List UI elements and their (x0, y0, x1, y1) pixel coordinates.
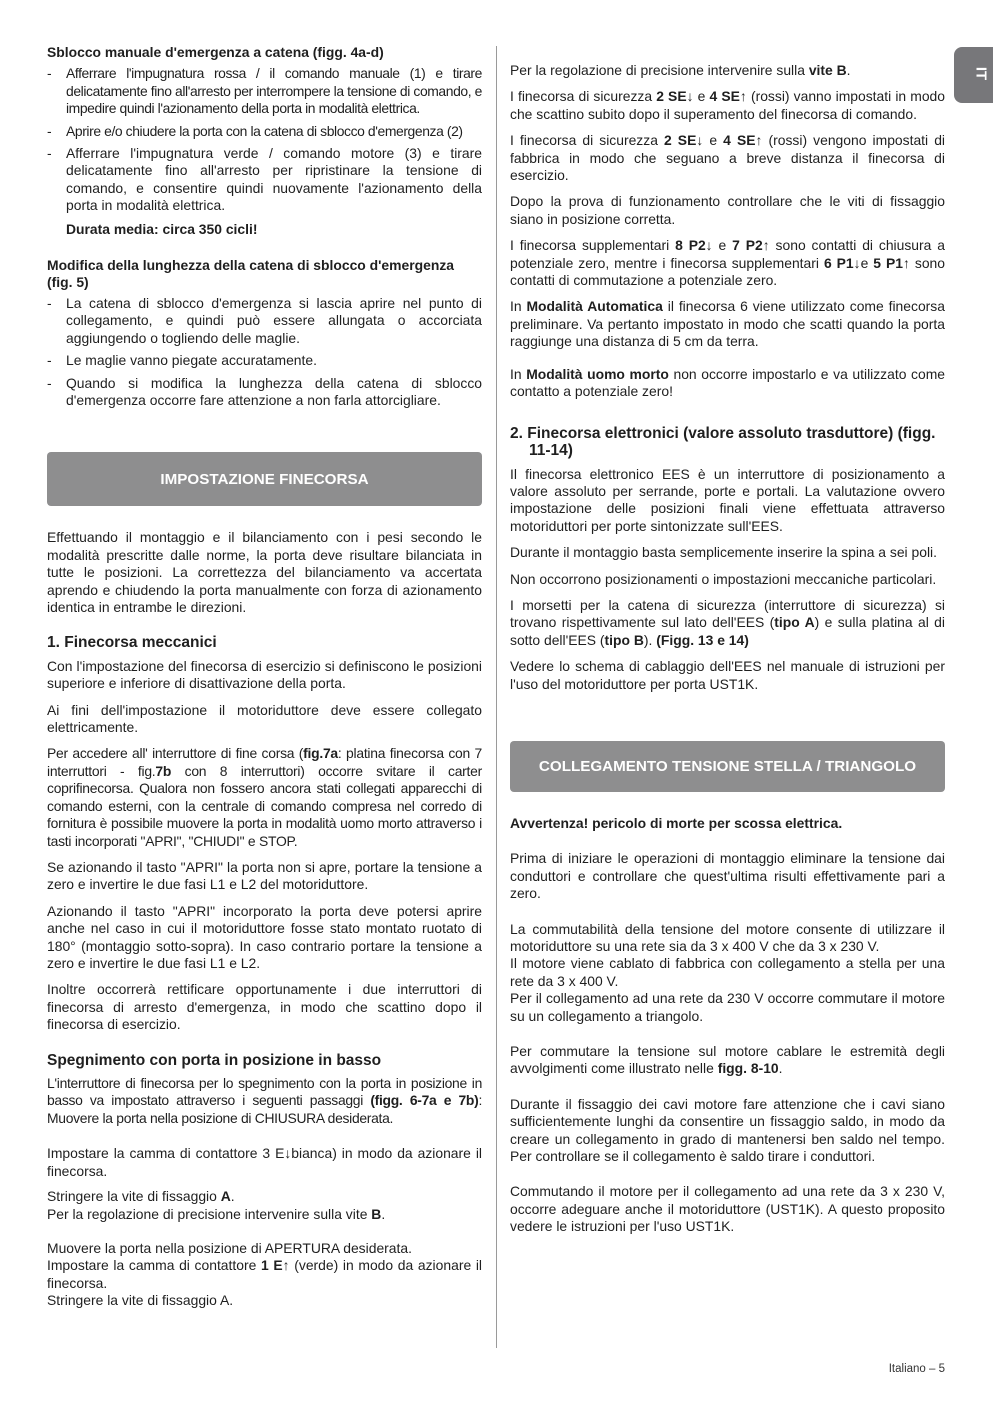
list-item: - Afferrare l'impugnatura verde / comando motore (3) e tirare delicatamente fino all'arresto per ripristinare la tensione di comando, e consentire quindi nuovamente l'azionamento della porta in modalità elettrica. (47, 145, 482, 215)
paragraph: Commutando il motore per il collegamento ad una rete da 3 x 230 V, occorre adeguare anche il motoriduttore (UST1K). A questo proposito vedere le istruzioni per l'uso UST1K. (510, 1183, 945, 1235)
list-item: - Afferrare l'impugnatura rossa / il comando manuale (1) e tirare delicatamente fino all'arresto per interrompere la tensione di comando, e impedire quindi l'azionamento della porta in modalità elettrica. (47, 65, 482, 117)
paragraph: Non occorrono posizionamenti o impostazioni meccaniche particolari. (510, 570, 937, 587)
heading-mechanical-limit: 1. Finecorsa meccanici (47, 634, 217, 652)
paragraph: Azionando il tasto "APRI" incorporato la porta deve potersi aprire anche nel caso in cui il motoriduttore fosse stato montato ruotato di 180° (montaggio sotto-sopra). In caso contrario portare la tensione a zero e invertire le due fasi L1 e L2. (47, 902, 482, 971)
list-item: - Quando si modifica la lunghezza della catena di sblocco d'emergenza occorre fare attenzione a non farla attorcigliare. (47, 375, 482, 410)
paragraph: Durante il montaggio basta semplicemente inserire la spina a sei poli. (510, 544, 937, 561)
heading-electronic-limit: 2. Finecorsa elettronici (valore assoluto trasduttore) (figg. 11-14) (510, 424, 936, 459)
paragraph: Vedere lo schema di cablaggio dell'EES nel manuale di istruzioni per l'uso del motoriduttore per porta UST1K. (510, 658, 945, 692)
paragraph: Stringere la vite di fissaggio A. (47, 1188, 235, 1205)
section-title-chain-length: Modifica della lunghezza della catena di sblocco d'emergenza (fig. 5) (47, 257, 455, 291)
section-title-chain-release: Sblocco manuale d'emergenza a catena (figg. 4a-d) (47, 44, 384, 60)
section-banner-limit-switch: IMPOSTAZIONE FINECORSA (47, 452, 482, 506)
paragraph: In Modalità Automatica il finecorsa 6 viene utilizzato come finecorsa preliminare. Va pertanto impostato in modo che scatti quando la porta raggiunge una distanza di 5 cm da terra. (510, 298, 945, 350)
electrical-warning: Avvertenza! pericolo di morte per scossa elettrica. (510, 814, 843, 831)
paragraph: Impostare la camma di contattore 1 E↑ (verde) in modo da azionare il finecorsa. (47, 1257, 483, 1291)
paragraph: Prima di iniziare le operazioni di montaggio eliminare la tensione dai conduttori e controllare che quest'ultima risulti effettivamente pari a zero. (510, 850, 945, 902)
heading-lower-position: Spegnimento con porta in posizione in basso (47, 1051, 382, 1069)
intro-paragraph: Effettuando il montaggio e il bilanciamento con i pesi secondo le modalità prescritte dalle norme, la porta deve risultare bilanciata in tutte le posizioni. La correttezza del bilanciamento va accertata aprendo e chiudendo la porta manualmente con forza di azionamento identica in entrambe le direzioni. (47, 529, 482, 615)
paragraph: Inoltre occorrerà rettificare opportunamente i due interruttori di finecorsa di arresto d'emergenza, in modo che scattino dopo il finecorsa di esercizio. (47, 981, 482, 1033)
paragraph: La commutabilità della tensione del motore consente di utilizzare il motoriduttore su una rete sia da 3 x 400 V che da 3 x 230 V. (510, 920, 945, 954)
page-footer: Italiano – 5 (888, 1363, 945, 1375)
chain-release-steps (47, 65, 482, 214)
paragraph: Muovere la porta nella posizione di APERTURA desiderata. (47, 1239, 412, 1256)
left-column (47, 44, 482, 1319)
paragraph: Ai fini dell'impostazione il motoriduttore deve essere collegato elettricamente. (47, 701, 482, 736)
section-banner-star-delta: COLLEGAMENTO TENSIONE STELLA / TRIANGOLO (510, 741, 945, 792)
list-item: - La catena di sblocco d'emergenza si lascia aprire nel punto di collegamento, e quindi può essere allungata o accorciata aggiungendo o togliendo delle maglie. (47, 295, 482, 347)
paragraph: Per accedere all' interruttore di fine corsa (fig.7a: platina finecorsa con 7 interruttori - fig.7b con 8 interruttori) occorre svitare il carter coprifinecorsa. Qualora non fossero ancora stati collegati apparecchi di comando esterni, con la centrale di comando compresa nel corredo di fornitura è possibile muovere la porta in modalità uomo morto attraverso i tasti incorporati "APRI", "CHIUDI" e STOP. (47, 745, 483, 849)
right-column (510, 62, 945, 1245)
paragraph: Per la regolazione di precisione intervenire sulla vite B. (47, 1205, 386, 1222)
paragraph: Per il collegamento ad una rete da 230 V occorre commutare il motore su un collegamento a triangolo. (510, 990, 945, 1024)
column-divider (496, 46, 497, 1348)
paragraph: Il finecorsa elettronico EES è un interruttore di posizionamento a valore assoluto per serrande, porte e portali. La valutazione ovvero impostazione delle posizioni finali viene effettuata attraverso motoriduttori per porte sintonizzate sull'EES. (510, 465, 945, 534)
paragraph: Con l'impostazione del finecorsa di esercizio si definiscono le posizioni superiore e inferiore di disattivazione della porta. (47, 657, 482, 692)
list-item: - Le maglie vanno piegate accuratamente. (47, 352, 482, 369)
paragraph: Se azionando il tasto "APRI" la porta non si apre, portare la tensione a zero e invertire le due fasi L1 e L2 del motoriduttore. (47, 858, 482, 893)
language-label: IT (972, 66, 990, 81)
paragraph: Durante il fissaggio dei cavi motore fare attenzione che i cavi siano sufficientemente lunghi da consentire un fissaggio saldo, in modo da creare un collegamento in grado di mantenersi ben saldo nel tempo. Per controllare se il collegamento è saldo tirare i conduttori. (510, 1095, 945, 1165)
language-tab (954, 47, 993, 103)
paragraph: Impostare la camma di contattore 3 E↓bianca) in modo da azionare il finecorsa. (47, 1145, 482, 1179)
paragraph: I finecorsa di sicurezza 2 SE↓ e 4 SE↑ (rossi) vanno impostati in modo che scattino subito dopo il superamento del finecorsa di comando. (510, 88, 946, 122)
list-item: - Aprire e/o chiudere la porta con la catena di sblocco d'emergenza (2) (47, 123, 482, 140)
average-duration-note: Durata media: circa 350 cicli! (66, 220, 258, 237)
chain-length-steps (47, 295, 482, 409)
paragraph: Dopo la prova di funzionamento controllare che le viti di fissaggio siano in posizione corretta. (510, 193, 945, 227)
paragraph: In Modalità uomo morto non occorre impostarlo e va utilizzato come contatto a potenziale zero! (510, 365, 945, 400)
paragraph: I finecorsa supplementari 8 P2↓ e 7 P2↑ sono contatti di chiusura a potenziale zero, mentre i finecorsa supplementari 6 P1↓e 5 P1↑ sono contatti di commutazione a potenziale zero. (510, 237, 946, 289)
paragraph: L'interruttore di finecorsa per lo spegnimento con la porta in posizione in basso va impostato attraverso i seguenti passaggi (figg. 6-7a e 7b): Muovere la porta nella posizione di CHIUSURA desiderata. (47, 1075, 482, 1126)
paragraph: I morsetti per la catena di sicurezza (interruttore di sicurezza) si trovano rispettivamente sul lato dell'EES (tipo A) e sulla platina al di sotto dell'EES (tipo B). (Figg. 13 e 14) (510, 596, 945, 648)
paragraph: Stringere la vite di fissaggio A. (47, 1292, 234, 1309)
paragraph: Per commutare la tensione sul motore cablare le estremità degli avvolgimenti come illustrato nelle figg. 8-10. (510, 1043, 945, 1077)
paragraph: I finecorsa di sicurezza 2 SE↓ e 4 SE↑ (rossi) vengono impostati di fabbrica in modo che seguano a breve distanza il finecorsa di esercizio. (510, 132, 945, 184)
paragraph: Il motore viene cablato di fabbrica con collegamento a stella per una rete da 3 x 400 V. (510, 955, 945, 989)
paragraph: Per la regolazione di precisione intervenire sulla vite B. (510, 62, 851, 78)
